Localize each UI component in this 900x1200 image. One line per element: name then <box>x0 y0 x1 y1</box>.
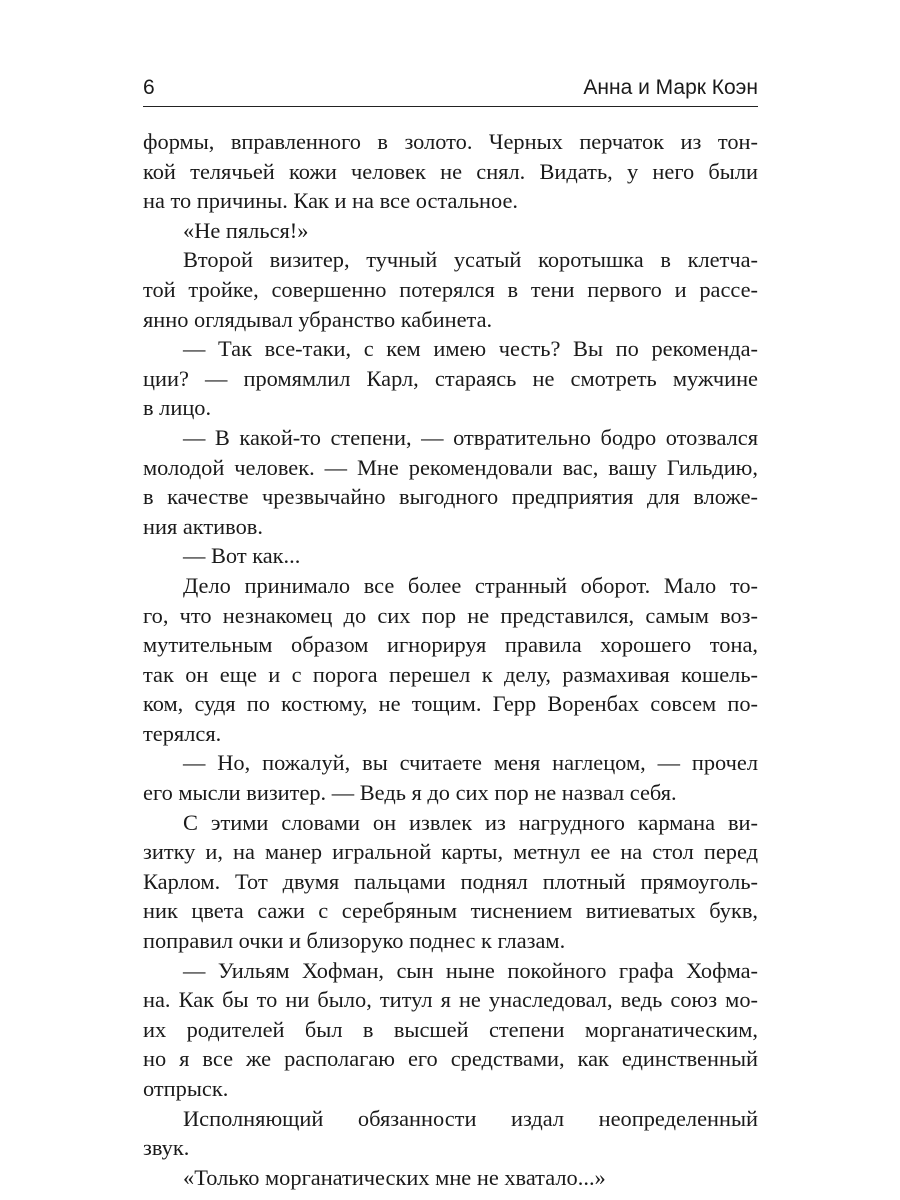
text-line: мутительным образом игнорируя правила хорошего тона, <box>143 632 758 658</box>
text-line: Второй визитер, тучный усатый коротышка в клетча- <box>183 247 758 273</box>
text-line: формы, вправленного в золото. Черных перчаток из тон- <box>143 129 758 154</box>
text-line: — В какой-то степени, — отвратительно бодро отозвался <box>183 424 758 450</box>
text-line: янно оглядывал убранство кабинета. <box>143 306 493 332</box>
text-line: на. Как бы то ни было, титул я не унаследовал, ведь союз мо- <box>143 987 758 1013</box>
text-line: — Но, пожалуй, вы считаете меня наглецом, — прочел <box>183 750 758 776</box>
text-line: терялся. <box>143 720 222 746</box>
text-line: их родителей был в высшей степени морганатическим, <box>143 1016 758 1042</box>
text-line: на то причины. Как и на все остальное. <box>143 188 519 214</box>
text-line: в лицо. <box>143 395 212 421</box>
text-line: ник цвета сажи с серебряным тиснением витиеватых букв, <box>143 898 758 924</box>
text-line: — Уильям Хофман, сын ныне покойного графа Хофма- <box>183 957 758 983</box>
text-line: его мысли визитер. — Ведь я до сих пор не назвал себя. <box>143 780 677 806</box>
text-line: ком, судя по костюму, не тощим. Герр Воренбах совсем по- <box>143 691 758 717</box>
text-line: Карлом. Тот двумя пальцами поднял плотный прямоуголь- <box>143 868 758 894</box>
text-line: го, что незнакомец до сих пор не представился, самым воз- <box>143 602 758 628</box>
text-line: в качестве чрезвычайно выгодного предприятия для вложе- <box>143 484 758 510</box>
text-line: — Так все-таки, с кем имею честь? Вы по рекоменда- <box>183 336 758 362</box>
page-number: 6 <box>143 76 155 99</box>
page-header <box>143 74 758 106</box>
text-line: — Вот как... <box>183 543 301 569</box>
running-title: Анна и Марк Коэн <box>583 76 758 99</box>
text-line: Дело принимало все более странный оборот. Мало то- <box>183 572 758 598</box>
text-line: молодой человек. — Мне рекомендовали вас, вашу Гильдию, <box>143 454 758 480</box>
text-line: Исполняющий обязанности издал неопределенный <box>183 1105 758 1131</box>
text-line: звук. <box>143 1135 190 1161</box>
header-divider <box>143 106 758 107</box>
text-line: отпрыск. <box>143 1076 229 1101</box>
text-line: зитку и, на манер игральной карты, метнул ее на стол перед <box>143 839 758 865</box>
text-line: кой телячьей кожи человек не снял. Видать, у него были <box>143 158 758 184</box>
text-line: той тройке, совершенно потерялся в тени первого и рассе- <box>143 276 758 302</box>
text-line: С этими словами он извлек из нагрудного кармана ви- <box>183 809 758 835</box>
text-line: так он еще и с порога перешел к делу, размахивая кошель- <box>143 661 758 687</box>
text-line: «Не пялься!» <box>183 217 309 243</box>
text-line: «Только морганатических мне не хватало...» <box>183 1164 606 1190</box>
text-line: ния активов. <box>143 513 263 539</box>
text-line: ции? — промямлил Карл, стараясь не смотреть мужчине <box>143 365 758 391</box>
body-text <box>143 127 758 1192</box>
text-line: поправил очки и близоруко поднес к глазам. <box>143 928 566 954</box>
text-line: но я все же располагаю его средствами, как единственный <box>143 1046 758 1072</box>
